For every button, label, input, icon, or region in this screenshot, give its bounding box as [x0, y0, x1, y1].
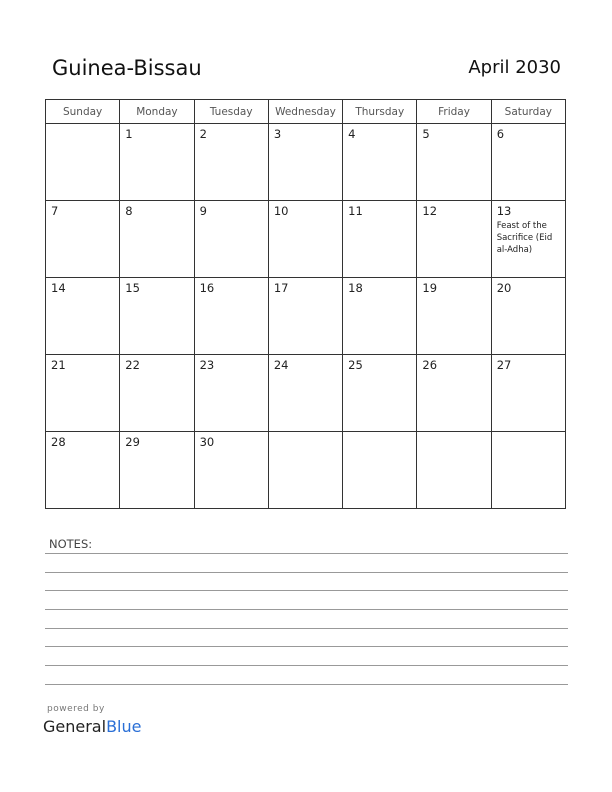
week-row [46, 201, 566, 278]
day-number: 21 [51, 358, 66, 372]
day-cell [343, 124, 417, 201]
day-cell [194, 278, 268, 355]
day-number: 1 [125, 127, 133, 141]
day-cell [46, 278, 120, 355]
day-number [46, 124, 119, 127]
day-number: 7 [51, 204, 59, 218]
day-number: 18 [348, 281, 363, 295]
day-number: 23 [199, 358, 215, 372]
day-cell [491, 278, 565, 355]
note-line [45, 553, 568, 554]
day-number [343, 432, 416, 435]
day-number: 5 [422, 127, 430, 141]
day-number: 29 [125, 435, 140, 449]
note-line [45, 628, 568, 629]
day-number: 28 [51, 435, 66, 449]
week-row [46, 124, 566, 201]
day-cell [343, 432, 417, 509]
brand-logo [43, 717, 141, 736]
day-number: 10 [273, 204, 289, 218]
day-number [417, 432, 490, 435]
day-number: 25 [348, 358, 363, 372]
day-number: 8 [125, 204, 133, 218]
day-number: 22 [125, 358, 140, 372]
note-line [45, 609, 568, 610]
day-cell [417, 201, 491, 278]
day-cell [194, 124, 268, 201]
month-title: April 2030 [468, 57, 561, 78]
note-line [45, 665, 568, 666]
day-cell [268, 432, 342, 509]
day-cell [417, 278, 491, 355]
weekday-wednesday: Wednesday [268, 100, 342, 124]
country-title: Guinea-Bissau [52, 56, 202, 80]
day-cell [417, 355, 491, 432]
day-cell [491, 201, 565, 278]
brand-blue: Blue [106, 717, 142, 736]
day-cell [268, 278, 342, 355]
day-cell [46, 124, 120, 201]
note-line [45, 590, 568, 591]
day-cell [194, 355, 268, 432]
day-number: 13 [496, 204, 512, 218]
day-cell [46, 432, 120, 509]
day-cell [343, 278, 417, 355]
calendar-grid [45, 99, 566, 509]
day-cell [417, 124, 491, 201]
day-number: 4 [348, 127, 356, 141]
week-row [46, 278, 566, 355]
note-line [45, 684, 568, 685]
day-cell [194, 432, 268, 509]
day-cell [46, 201, 120, 278]
day-cell [491, 432, 565, 509]
day-number: 26 [422, 358, 438, 372]
note-line [45, 646, 568, 647]
day-cell [46, 355, 120, 432]
brand-general: General [43, 717, 107, 736]
weekday-header-row [46, 100, 566, 124]
day-number: 27 [496, 358, 512, 372]
day-number: 6 [496, 127, 505, 141]
day-cell [268, 124, 342, 201]
day-cell [120, 124, 194, 201]
day-cell [268, 201, 342, 278]
weekday-tuesday: Tuesday [194, 100, 268, 124]
day-number: 30 [199, 435, 215, 449]
day-number: 3 [273, 127, 282, 141]
day-cell [417, 432, 491, 509]
day-cell [194, 201, 268, 278]
day-number: 20 [496, 281, 512, 295]
day-cell [491, 355, 565, 432]
day-number [492, 432, 565, 435]
powered-by-text: powered by [47, 704, 105, 714]
note-line [45, 572, 568, 573]
day-cell [120, 201, 194, 278]
weekday-thursday: Thursday [343, 100, 417, 124]
day-cell [491, 124, 565, 201]
week-row [46, 355, 566, 432]
week-row [46, 432, 566, 509]
day-number: 16 [199, 281, 215, 295]
day-number: 2 [199, 127, 207, 141]
weekday-friday: Friday [417, 100, 491, 124]
day-cell [268, 355, 342, 432]
day-number: 19 [422, 281, 438, 295]
day-cell [120, 355, 194, 432]
holiday-label: Feast of the Sacrifice (Eid al-Adha) [496, 221, 553, 255]
day-cell [120, 432, 194, 509]
day-number: 17 [273, 281, 289, 295]
day-number [269, 432, 342, 435]
day-number: 11 [348, 204, 363, 218]
day-number: 14 [51, 281, 66, 295]
weekday-saturday: Saturday [491, 100, 565, 124]
day-number: 24 [273, 358, 289, 372]
day-cell [343, 201, 417, 278]
day-number: 9 [199, 204, 207, 218]
weekday-monday: Monday [120, 100, 194, 124]
day-cell [120, 278, 194, 355]
notes-label: NOTES: [49, 537, 93, 551]
day-cell [343, 355, 417, 432]
day-number: 12 [422, 204, 438, 218]
weekday-sunday: Sunday [46, 100, 120, 124]
day-number: 15 [125, 281, 140, 295]
